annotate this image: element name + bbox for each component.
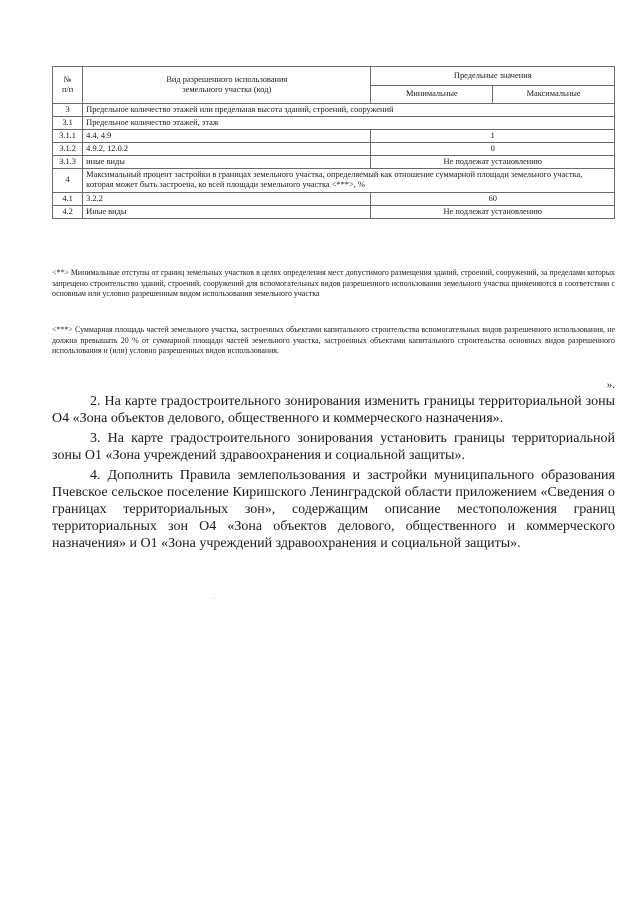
row-number: 4: [53, 169, 83, 192]
regulations-table: [52, 66, 615, 219]
table-row: [53, 156, 615, 169]
table-row: [53, 192, 615, 205]
table-row: [53, 130, 615, 143]
row-value: Не подлежат установлению: [371, 205, 615, 218]
row-number: 3.1: [53, 117, 83, 130]
row-text: Предельное количество этажей, этаж: [83, 117, 615, 130]
row-text: Иные виды: [83, 205, 371, 218]
row-value: Не подлежат установлению: [371, 156, 615, 169]
table-row: [53, 117, 615, 130]
header-min: Минимальные: [371, 85, 493, 104]
closing-quote: ».: [606, 379, 615, 391]
footnote-triple-asterisk: <***> Суммарная площадь частей земельного участка, застроенных объектами капитального строительства вспомогательных видов разрешенного использования, не должна превышать 20 % от суммарной площади частей земельного участка, застроенных объектами капитального строительства основных видов разрешенного использования и (или) условно разрешенных видов использования.: [52, 325, 615, 355]
row-text: Предельное количество этажей или предельная высота зданий, строений, сооружений: [83, 104, 615, 117]
row-text: Максимальный процент застройки в границах земельного участка, определяемый как отношение суммарной площади земельного участка, которая может быть застроена, ко всей площади земельного участка <***>, %: [83, 169, 615, 192]
table-row: [53, 104, 615, 117]
header-limit-values: Предельные значения: [371, 67, 615, 86]
table-row: [53, 205, 615, 218]
row-number: 3.1.1: [53, 130, 83, 143]
row-text: иные виды: [83, 156, 371, 169]
table-row: [53, 143, 615, 156]
paragraph-4: 4. Дополнить Правила землепользования и застройки муниципального образования Пчевское сельское поселение Киришского Ленинградской области приложением «Сведения о границах территориальных зон», содержащим описание местоположения границ территориальных зон О4 «Зона объектов делового, общественного и коммерческого назначения» и О1 «Зона учреждений здравоохранения и социальной защиты».: [52, 468, 615, 551]
header-max: Максимальные: [493, 85, 615, 104]
row-number: 4.1: [53, 192, 83, 205]
table-header-row: [53, 67, 615, 86]
paragraph-2: 2. На карте градостроительного зонирования изменить границы территориальной зоны О4 «Зона объектов делового, общественного и коммерческого назначения».: [52, 394, 615, 426]
row-number: 3.1.2: [53, 143, 83, 156]
row-number: 3: [53, 104, 83, 117]
scan-speck: [214, 598, 215, 599]
paragraph-3: 3. На карте градостроительного зонирования установить границы территориальной зоны О1 «Зона учреждений здравоохранения и социальной защиты».: [52, 431, 615, 463]
row-number: 3.1.3: [53, 156, 83, 169]
header-usage-type: Вид разрешенного использования земельного участка (код): [83, 67, 371, 104]
header-number: № п/п: [53, 67, 83, 104]
row-text: 4.9.2, 12.0.2: [83, 143, 371, 156]
amendment-paragraphs: [52, 393, 615, 555]
row-text: 4.4, 4.9: [83, 130, 371, 143]
footnote-double-asterisk: <**> Минимальные отступы от границ земельных участков в целях определения мест допустимого размещения зданий, строений, сооружений, за пределами которых запрещено строительство зданий, строений, сооружений для вспомогательных видов разрешенного использования земельного участка применяются в соответствии с основным или условно разрешенным видом использования земельного участка: [52, 268, 615, 298]
row-text: 3.2.2: [83, 192, 371, 205]
row-number: 4.2: [53, 205, 83, 218]
row-value: 60: [371, 192, 615, 205]
row-value: 0: [371, 143, 615, 156]
table-row: [53, 169, 615, 192]
row-value: 1: [371, 130, 615, 143]
